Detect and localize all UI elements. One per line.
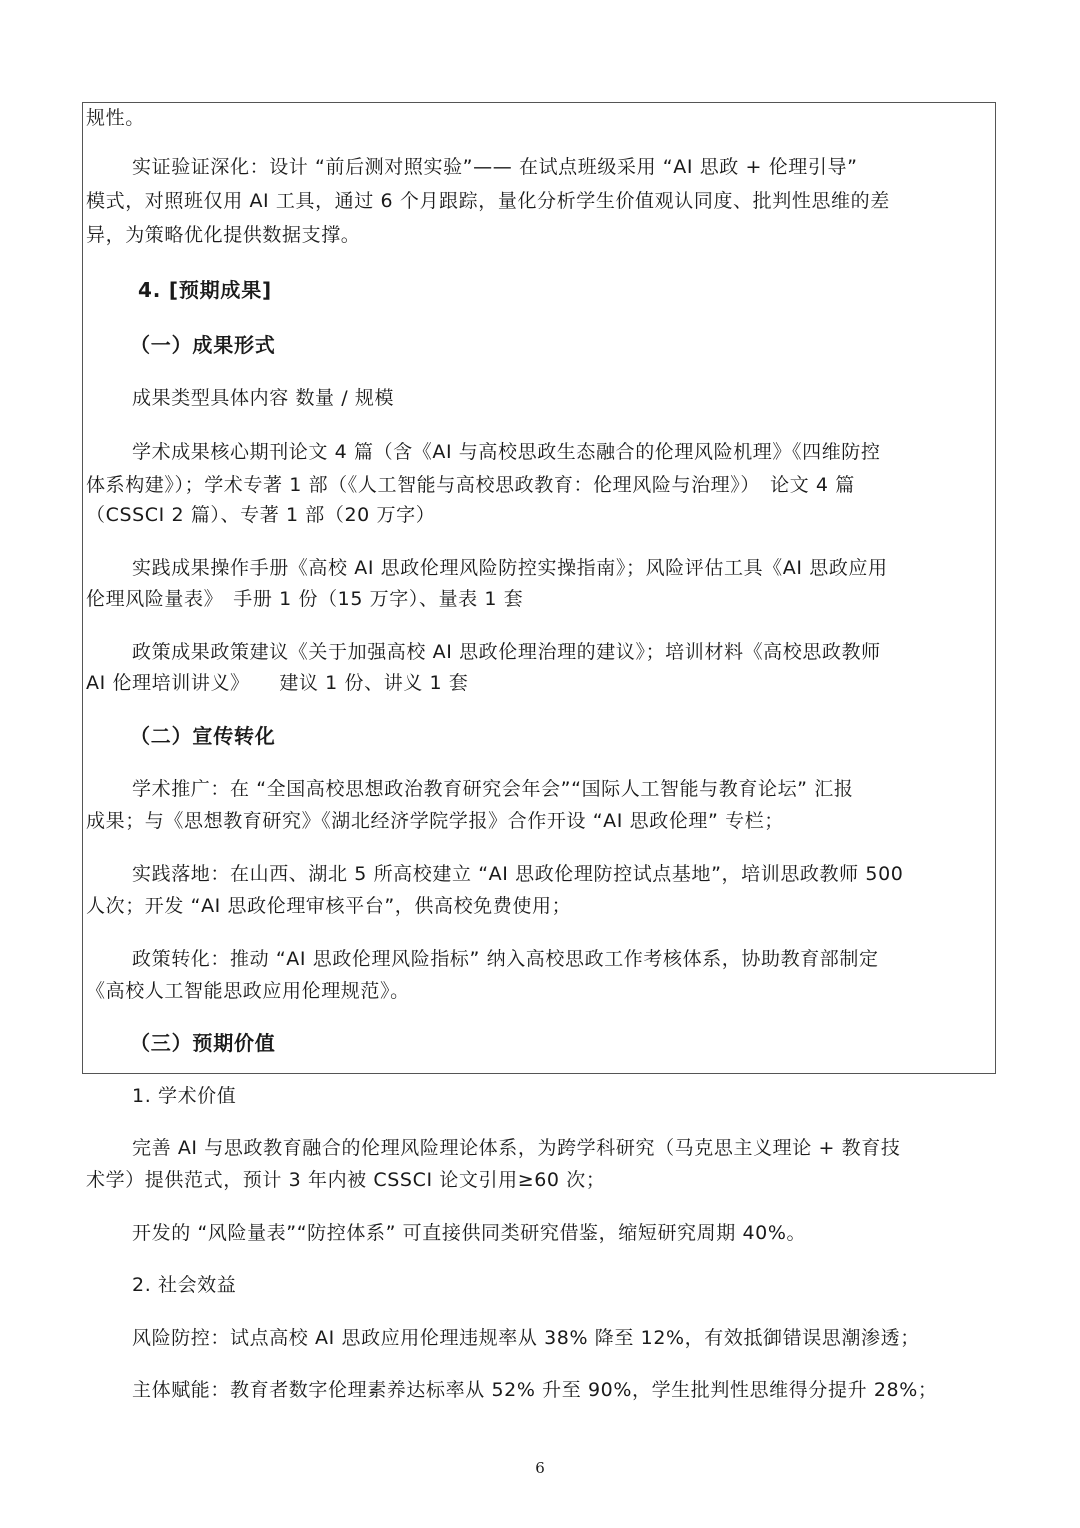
text-line: 完善 AI 与思政教育融合的伦理风险理论体系，为跨学科研究（马克思主义理论 + 教育技 [132, 1137, 901, 1159]
text-line: AI 伦理培训讲义》 建议 1 份、讲义 1 套 [86, 672, 469, 694]
subsection-heading: （一）成果形式 [130, 333, 276, 357]
text-line: 异，为策略优化提供数据支撑。 [86, 224, 361, 246]
text-line: 开发的 “风险量表”“防控体系” 可直接供同类研究借鉴，缩短研究周期 40%。 [132, 1222, 807, 1244]
text-line: 实践成果操作手册《高校 AI 思政伦理风险防控实操指南》；风险评估工具《AI 思政应用 [132, 557, 888, 579]
text-line: 成果；与《思想教育研究》《湖北经济学院学报》合作开设 “AI 思政伦理” 专栏； [86, 810, 784, 832]
text-line: 实践落地：在山西、湖北 5 所高校建立 “AI 思政伦理防控试点基地”，培训思政教师 500 [132, 863, 904, 885]
text-line: 术学）提供范式，预计 3 年内被 CSSCI 论文引用≥60 次； [86, 1169, 606, 1191]
text-line: 人次；开发 “AI 思政伦理审核平台”，供高校免费使用； [86, 895, 572, 917]
page-number: 6 [535, 1459, 545, 1477]
text-line: 规性。 [86, 107, 145, 129]
text-line: 学术成果核心期刊论文 4 篇（含《AI 与高校思政生态融合的伦理风险机理》《四维防控 [132, 441, 881, 463]
text-line: 伦理风险量表》 手册 1 份（15 万字）、量表 1 套 [86, 588, 524, 610]
text-line: 政策成果政策建议《关于加强高校 AI 思政伦理治理的建议》；培训材料《高校思政教师 [132, 641, 881, 663]
section-heading: 4. [预期成果] [138, 278, 272, 302]
text-line: 模式，对照班仅用 AI 工具，通过 6 个月跟踪，量化分析学生价值观认同度、批判性思维的差 [86, 190, 890, 212]
text-line: 主体赋能：教育者数字伦理素养达标率从 52% 升至 90%，学生批判性思维得分提升 28%； [132, 1379, 938, 1401]
text-line: 2. 社会效益 [132, 1274, 237, 1296]
text-line: 学术推广：在 “全国高校思想政治教育研究会年会”“国际人工智能与教育论坛” 汇报 [132, 778, 854, 800]
text-line: 风险防控：试点高校 AI 思政应用伦理违规率从 38% 降至 12%，有效抵御错误思潮渗透； [132, 1327, 920, 1349]
text-line: 《高校人工智能思政应用伦理规范》。 [86, 980, 410, 1002]
text-line: 体系构建》）；学术专著 1 部（《人工智能与高校思政教育：伦理风险与治理》） 论文 4 篇 [86, 474, 855, 496]
subsection-heading: （三）预期价值 [130, 1031, 276, 1055]
text-line: （CSSCI 2 篇）、专著 1 部（20 万字） [86, 504, 436, 526]
text-line: 政策转化：推动 “AI 思政伦理风险指标” 纳入高校思政工作考核体系，协助教育部制定 [132, 948, 879, 970]
text-line: 实证验证深化：设计 “前后测对照实验”—— 在试点班级采用 “AI 思政 + 伦理引导” [132, 156, 858, 178]
subsection-heading: （二）宣传转化 [130, 724, 276, 748]
text-line: 成果类型具体内容 数量 / 规模 [132, 387, 395, 409]
text-line: 1. 学术价值 [132, 1085, 237, 1107]
